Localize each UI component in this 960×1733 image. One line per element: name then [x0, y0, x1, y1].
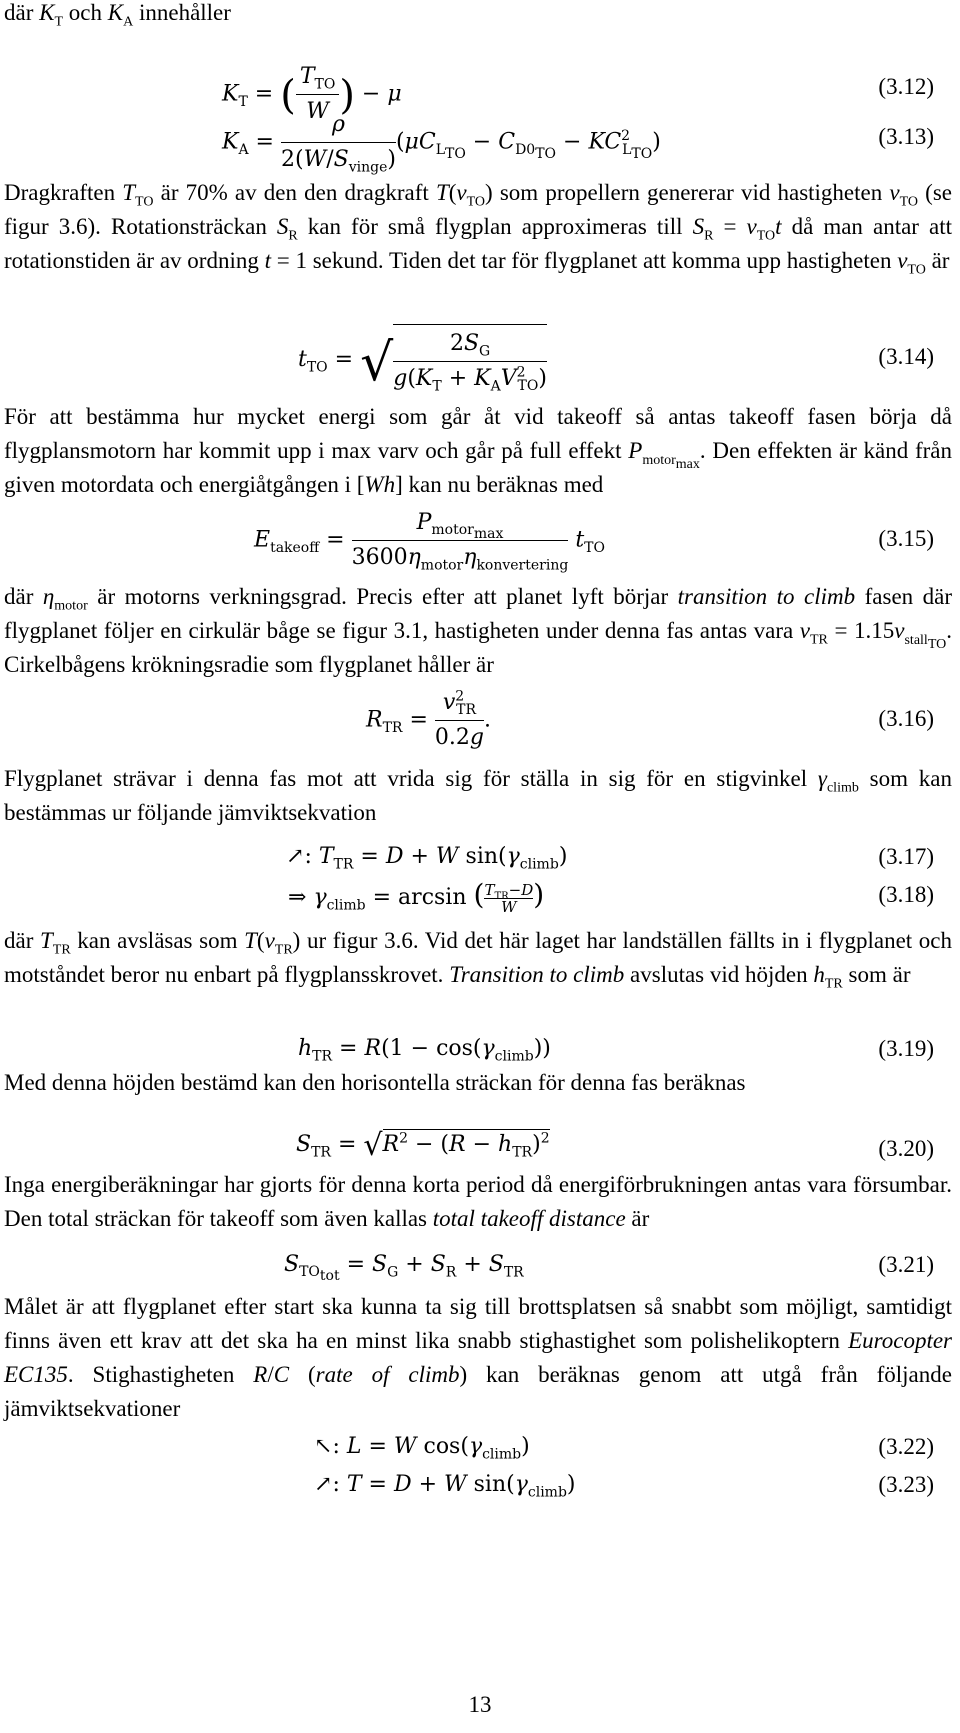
paragraph-7: Inga energiberäkningar har gjorts för denna korta period då energiförbrukningen antas vara försumbar. Den total sträckan för takeoff som även kallas total takeoff distance är [4, 1172, 952, 1231]
paragraph-2: För att bestämma hur mycket energi som går åt vid takeoff så antas takeoff fasen börja då flygplansmotorn har kommit upp i max varv och går på full effekt $P_{motor_{max}}$. Den effekten är känd från given motordata och energiåtgången i [Wh] kan nu beräknas med [4, 404, 952, 497]
equation-number: (3.17) [878, 844, 934, 869]
equation-3-12: $K_T$ = ( $T_{TO}$ W ) − μ (3.12) [0, 52, 960, 112]
equation-number: (3.13) [878, 124, 934, 149]
paragraph-8: Målet är att flygplanet efter start ska kunna ta sig till brottsplatsen så snabbt som möjligt, samtidigt finns även ett krav att det ska ha en minst lika snabb stighastighet som polishelikoptern Eurocopter EC135. Stighastigheten R/C (rate of climb) kan beräknas genom att utgå från följande jämviktsekvationer [4, 1294, 952, 1421]
equation-number: (3.15) [878, 526, 934, 551]
equation-3-16: $R_{TR}$ = $\frac{v^2_{TR}}{0.2g}$ . (3.16) [0, 686, 960, 756]
arrow-up-right-icon: ↗ [286, 844, 305, 869]
intro-text: där $K_T$ och $K_A$ innehåller [4, 0, 231, 30]
equation-number: (3.12) [878, 74, 934, 99]
equation-3-14: $t_{TO}$ = √ $2S_G$ $g(K_T + K_AV^2_{TO})$ (3.14) [0, 318, 960, 388]
equation-number: (3.22) [878, 1434, 934, 1459]
equation-3-13: $K_A$ = ρ $2(W/S_{vinge})$ $(\mu C_{L_{TO}} - C_{D0_{TO}} - KC^2_{L_{TO}})$ (3.13) [0, 112, 960, 172]
equation-3-20: $S_{TR} = √R^2 - (R - h_{TR})^2$ (3.20) [0, 1124, 960, 1174]
equation-3-18: ⇒ $\gamma_{climb} = \arcsin$ ( $T_{TR}-D$ W ) (3.18) [288, 878, 934, 916]
equation-number: (3.23) [878, 1472, 934, 1497]
arrow-up-right-icon: ↗ [314, 1472, 333, 1497]
equation-number: (3.14) [878, 344, 934, 369]
paragraph-6: Med denna höjden bestämd kan den horisontella sträckan för denna fas beräknas [4, 1070, 746, 1095]
equation-number: (3.18) [878, 882, 934, 907]
paragraph-5: där $T_{TR}$ kan avsläsas som $T(v_{TR})$ ur figur 3.6. Vid det här laget har landställen fällts in i flygplanet och motståndet beror nu enbart på flygplansskrovet. Transition to climb avslutas vid höjden $h_{TR}$ som är [4, 928, 952, 992]
equation-3-15: $E_{takeoff}$ = $P_{motor_{max}}$ $3600\eta_{motor}\eta_{konvertering}$ $t_{TO}$ (3.15) [0, 506, 960, 576]
equation-3-23: ↗: T = D + W $\sin(\gamma_{climb})$ (3.23) [0, 1468, 960, 1508]
paragraph-3: där $\eta_{motor}$ är motorns verkningsgrad. Precis efter att planet lyft börjar transition to climb fasen där flygplanet följer en cirkulär båge se figur 3.1, hastigheten under denna fas antas vara $v_{TR} = 1.15v_{stall_{TO}}$. Cirkelbågens krökningsradie som flygplanet håller är [4, 584, 953, 677]
arrow-up-left-icon: ↖ [314, 1434, 333, 1459]
equation-number: (3.19) [878, 1036, 934, 1061]
equation-3-19: $h_{TR} = R(1 - \cos(\gamma_{climb}))$ (3.19) [0, 1032, 960, 1072]
equation-3-21: $S_{TO_{tot}} = S_G + S_R + S_{TR}$ (3.21) [0, 1248, 960, 1288]
equation-number: (3.20) [878, 1136, 934, 1161]
page-number: 13 [468, 1692, 492, 1717]
paragraph-4: Flygplanet strävar i denna fas mot att vrida sig för ställa in sig för en stigvinkel $\gamma_{climb}$ som kan bestämmas ur följande jämviktsekvation [4, 766, 952, 825]
equation-3-17: ↗: $T_{TR} = D + W$ $\sin(\gamma_{climb})$ (3.17) [0, 840, 960, 880]
equation-3-22: ↖: L = W $\cos(\gamma_{climb})$ (3.22) [0, 1430, 960, 1470]
equation-number: (3.16) [878, 706, 934, 731]
paragraph-1: Dragkraften $T_{TO}$ är 70% av den den dragkraft $T(v_{TO})$ som propellern genererar vid hastigheten $v_{TO}$ (se figur 3.6). Rotationsträckan $S_R$ kan för små flygplan approximeras till $S_R = v_{TO}t$ då man antar att rotationstiden är av ordning t = 1 sekund. Tiden det tar för flygplanet att komma upp hastigheten $v_{TO}$ är [4, 180, 952, 278]
equation-number: (3.21) [878, 1252, 934, 1277]
